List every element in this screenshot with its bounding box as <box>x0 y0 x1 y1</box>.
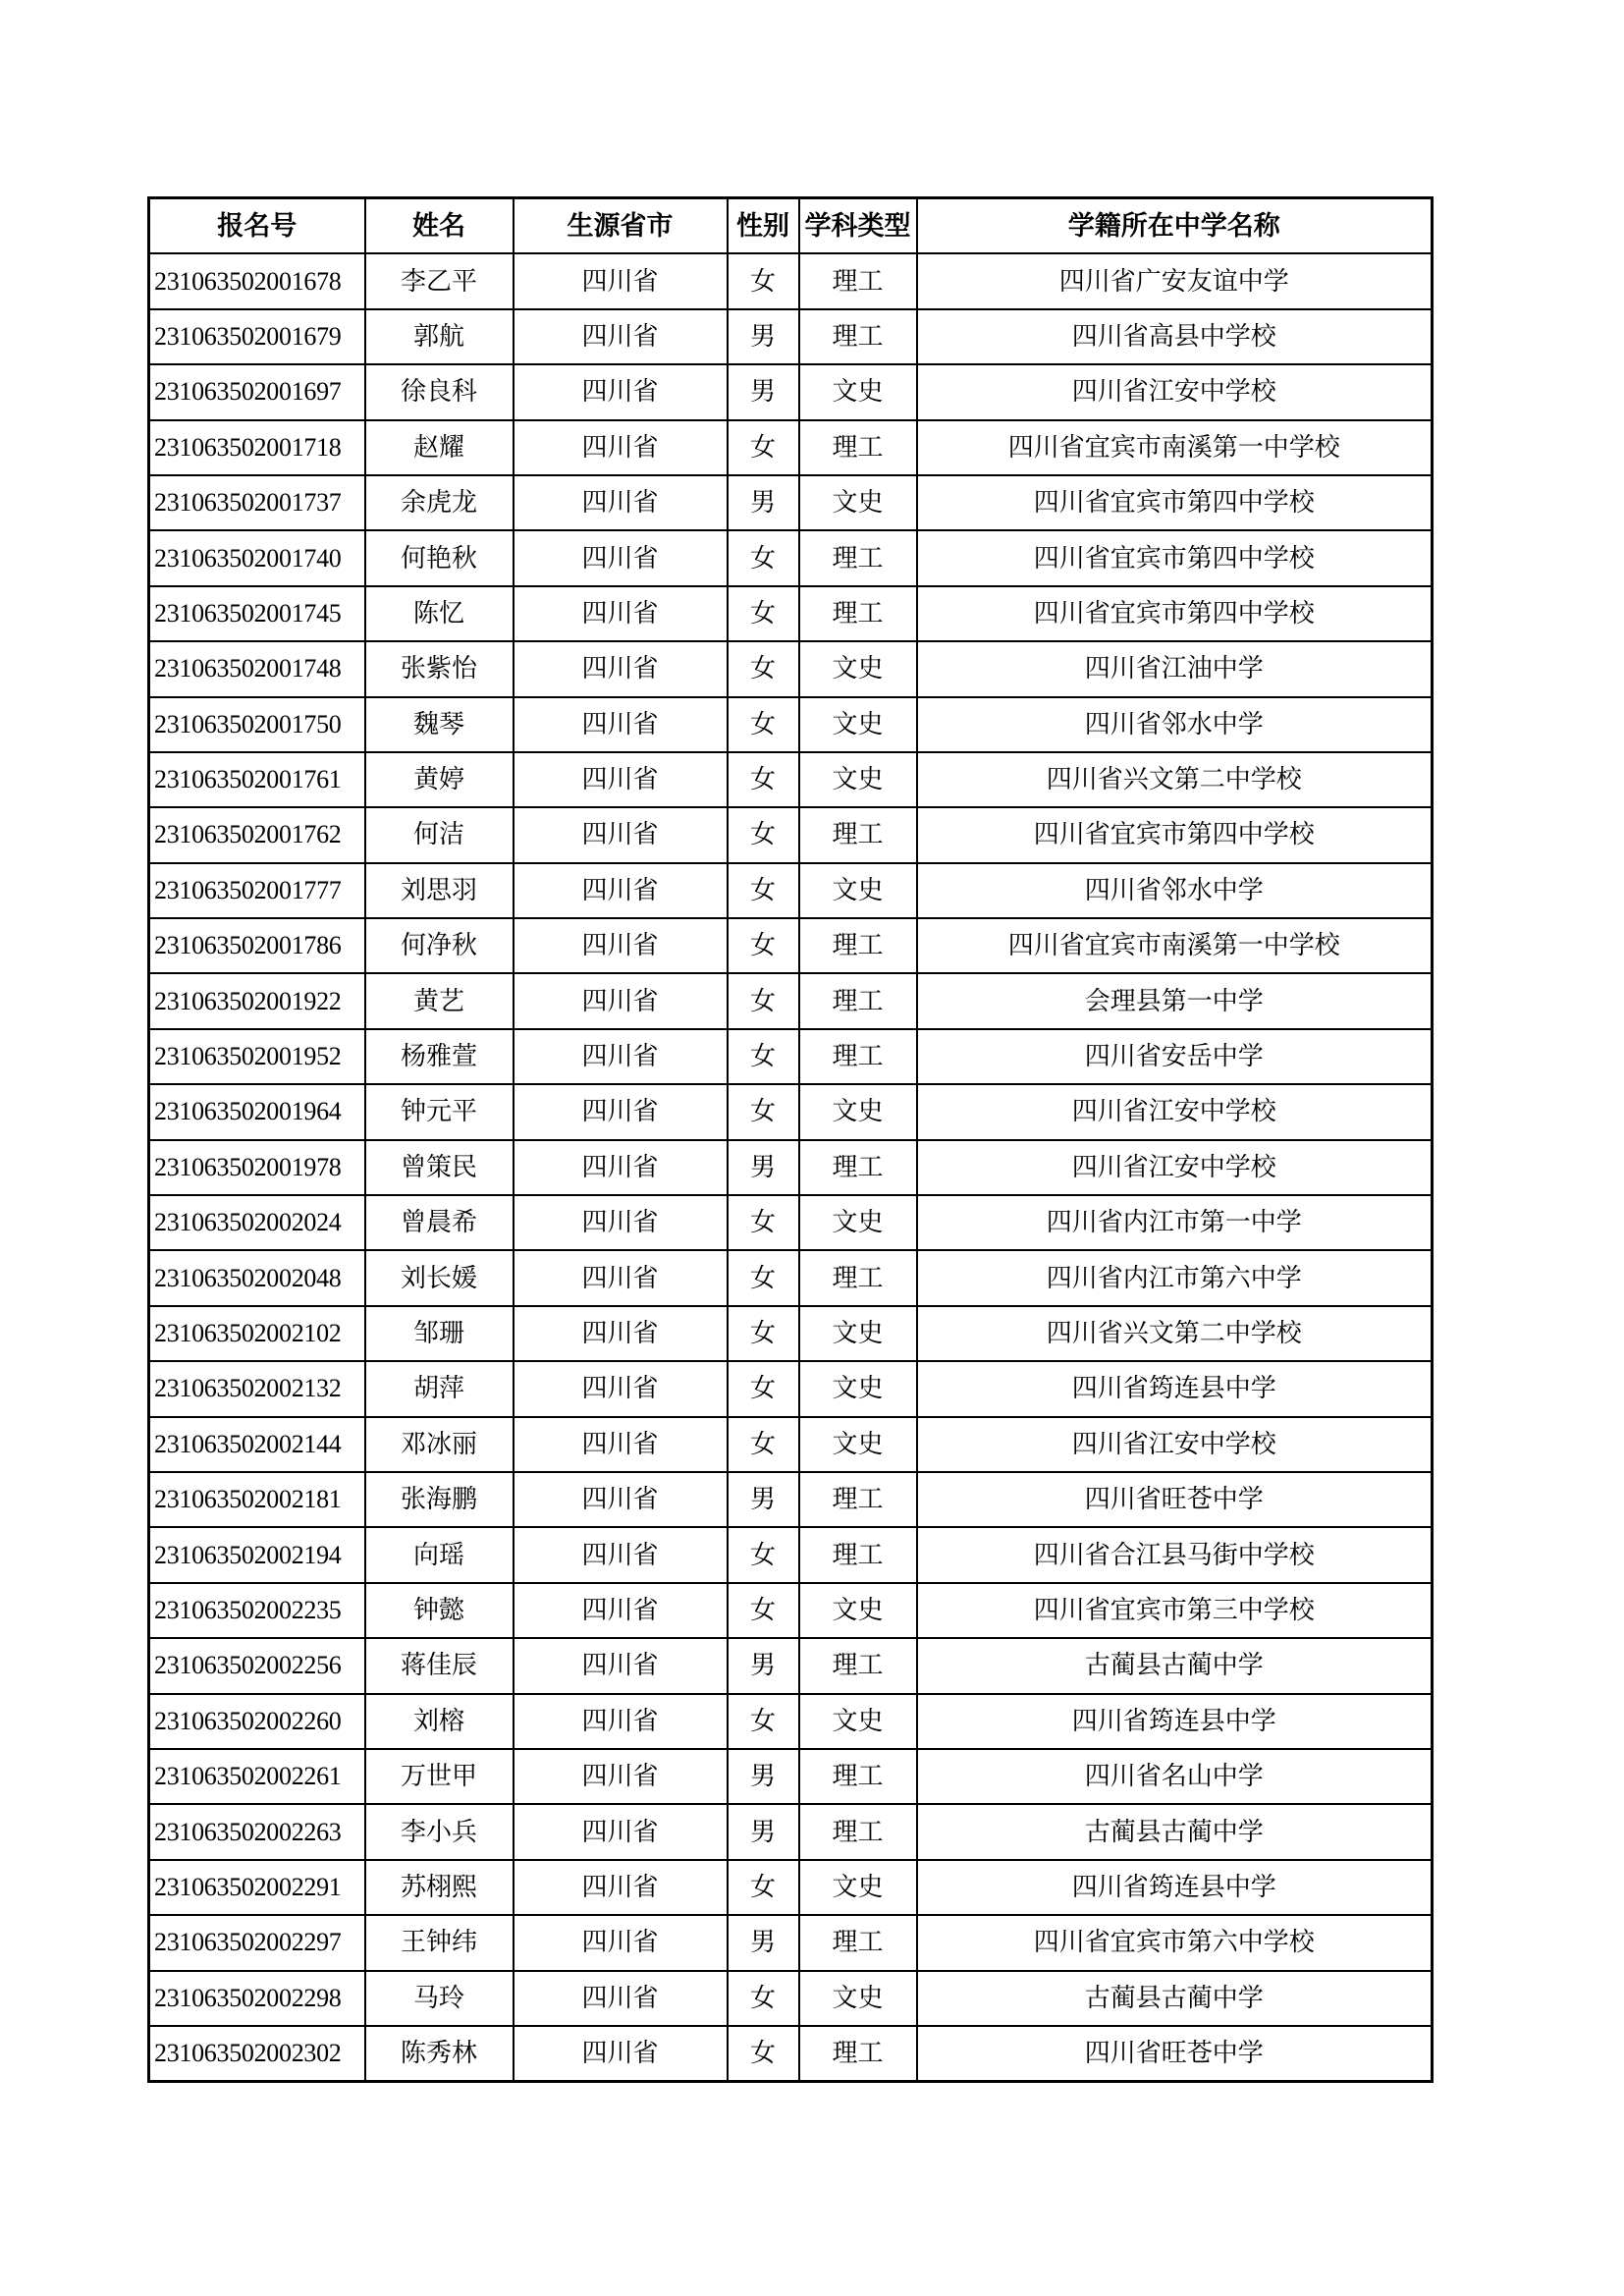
name-cell: 张海鹏 <box>365 1472 514 1527</box>
registration-number-cell: 231063502002235 <box>149 1583 365 1638</box>
subject-type-cell: 理工 <box>799 1029 917 1084</box>
header-row <box>149 198 1433 254</box>
gender-cell: 女 <box>728 1971 799 2026</box>
table-row <box>149 1472 1433 1527</box>
registration-number-cell: 231063502001786 <box>149 918 365 973</box>
table-row <box>149 1694 1433 1749</box>
origin-province-cell: 四川省 <box>514 973 728 1028</box>
table-row <box>149 1306 1433 1361</box>
gender-cell: 女 <box>728 1306 799 1361</box>
origin-province-cell: 四川省 <box>514 1694 728 1749</box>
header-gender: 性别 <box>728 198 799 254</box>
gender-cell: 男 <box>728 1915 799 1970</box>
name-cell: 余虎龙 <box>365 475 514 530</box>
table-row <box>149 1638 1433 1693</box>
gender-cell: 女 <box>728 253 799 308</box>
table-row <box>149 1029 1433 1084</box>
school-name-cell: 四川省筠连县中学 <box>917 1694 1433 1749</box>
table-body <box>149 253 1433 2081</box>
subject-type-cell: 文史 <box>799 1195 917 1250</box>
registration-number-cell: 231063502001697 <box>149 364 365 419</box>
origin-province-cell: 四川省 <box>514 752 728 807</box>
origin-province-cell: 四川省 <box>514 1084 728 1139</box>
table-row <box>149 1250 1433 1305</box>
gender-cell: 女 <box>728 1694 799 1749</box>
subject-type-cell: 文史 <box>799 364 917 419</box>
registration-number-cell: 231063502002181 <box>149 1472 365 1527</box>
origin-province-cell: 四川省 <box>514 2026 728 2082</box>
table-row <box>149 364 1433 419</box>
header-registration-number: 报名号 <box>149 198 365 254</box>
school-name-cell: 四川省宜宾市第四中学校 <box>917 530 1433 585</box>
gender-cell: 男 <box>728 1804 799 1859</box>
school-name-cell: 古蔺县古蔺中学 <box>917 1638 1433 1693</box>
gender-cell: 男 <box>728 475 799 530</box>
registration-number-cell: 231063502001978 <box>149 1140 365 1195</box>
table-row <box>149 1417 1433 1472</box>
origin-province-cell: 四川省 <box>514 420 728 475</box>
subject-type-cell: 文史 <box>799 1860 917 1915</box>
origin-province-cell: 四川省 <box>514 1638 728 1693</box>
table-row <box>149 1583 1433 1638</box>
gender-cell: 女 <box>728 1195 799 1250</box>
registration-number-cell: 231063502002261 <box>149 1749 365 1804</box>
origin-province-cell: 四川省 <box>514 586 728 641</box>
subject-type-cell: 文史 <box>799 475 917 530</box>
origin-province-cell: 四川省 <box>514 1971 728 2026</box>
gender-cell: 女 <box>728 1417 799 1472</box>
header-name: 姓名 <box>365 198 514 254</box>
registration-number-cell: 231063502002263 <box>149 1804 365 1859</box>
origin-province-cell: 四川省 <box>514 475 728 530</box>
gender-cell: 女 <box>728 973 799 1028</box>
table-row <box>149 309 1433 364</box>
subject-type-cell: 理工 <box>799 530 917 585</box>
school-name-cell: 四川省广安友谊中学 <box>917 253 1433 308</box>
school-name-cell: 四川省内江市第一中学 <box>917 1195 1433 1250</box>
registration-number-cell: 231063502002102 <box>149 1306 365 1361</box>
gender-cell: 女 <box>728 1361 799 1416</box>
header-subject-type: 学科类型 <box>799 198 917 254</box>
subject-type-cell: 理工 <box>799 1250 917 1305</box>
name-cell: 苏栩熙 <box>365 1860 514 1915</box>
gender-cell: 男 <box>728 364 799 419</box>
origin-province-cell: 四川省 <box>514 1583 728 1638</box>
subject-type-cell: 理工 <box>799 420 917 475</box>
name-cell: 蒋佳辰 <box>365 1638 514 1693</box>
name-cell: 张紫怡 <box>365 641 514 696</box>
subject-type-cell: 理工 <box>799 586 917 641</box>
school-name-cell: 四川省内江市第六中学 <box>917 1250 1433 1305</box>
name-cell: 王钟纬 <box>365 1915 514 1970</box>
name-cell: 徐良科 <box>365 364 514 419</box>
school-name-cell: 四川省江安中学校 <box>917 1140 1433 1195</box>
subject-type-cell: 文史 <box>799 641 917 696</box>
origin-province-cell: 四川省 <box>514 1250 728 1305</box>
name-cell: 曾策民 <box>365 1140 514 1195</box>
gender-cell: 男 <box>728 1749 799 1804</box>
name-cell: 黄婷 <box>365 752 514 807</box>
table-header <box>149 198 1433 254</box>
school-name-cell: 古蔺县古蔺中学 <box>917 1804 1433 1859</box>
school-name-cell: 四川省兴文第二中学校 <box>917 1306 1433 1361</box>
school-name-cell: 四川省名山中学 <box>917 1749 1433 1804</box>
table-row <box>149 973 1433 1028</box>
name-cell: 李乙平 <box>365 253 514 308</box>
origin-province-cell: 四川省 <box>514 364 728 419</box>
table-row <box>149 1971 1433 2026</box>
document-sheet <box>147 196 1431 2083</box>
gender-cell: 女 <box>728 641 799 696</box>
table-row <box>149 420 1433 475</box>
origin-province-cell: 四川省 <box>514 1804 728 1859</box>
school-name-cell: 四川省宜宾市南溪第一中学校 <box>917 918 1433 973</box>
subject-type-cell: 文史 <box>799 1084 917 1139</box>
registration-number-cell: 231063502001952 <box>149 1029 365 1084</box>
table-row <box>149 1361 1433 1416</box>
subject-type-cell: 理工 <box>799 973 917 1028</box>
registration-number-cell: 231063502001750 <box>149 697 365 752</box>
subject-type-cell: 理工 <box>799 309 917 364</box>
name-cell: 钟懿 <box>365 1583 514 1638</box>
subject-type-cell: 理工 <box>799 2026 917 2082</box>
table-row <box>149 641 1433 696</box>
school-name-cell: 古蔺县古蔺中学 <box>917 1971 1433 2026</box>
gender-cell: 女 <box>728 697 799 752</box>
origin-province-cell: 四川省 <box>514 1915 728 1970</box>
subject-type-cell: 理工 <box>799 807 917 862</box>
school-name-cell: 四川省江油中学 <box>917 641 1433 696</box>
gender-cell: 女 <box>728 530 799 585</box>
header-school-name: 学籍所在中学名称 <box>917 198 1433 254</box>
school-name-cell: 四川省安岳中学 <box>917 1029 1433 1084</box>
school-name-cell: 四川省宜宾市第三中学校 <box>917 1583 1433 1638</box>
subject-type-cell: 文史 <box>799 1694 917 1749</box>
registration-number-cell: 231063502002260 <box>149 1694 365 1749</box>
table-row <box>149 586 1433 641</box>
registration-number-cell: 231063502001740 <box>149 530 365 585</box>
origin-province-cell: 四川省 <box>514 1140 728 1195</box>
origin-province-cell: 四川省 <box>514 1029 728 1084</box>
table-row <box>149 752 1433 807</box>
registration-number-cell: 231063502001762 <box>149 807 365 862</box>
origin-province-cell: 四川省 <box>514 1860 728 1915</box>
table-row <box>149 1804 1433 1859</box>
school-name-cell: 四川省宜宾市南溪第一中学校 <box>917 420 1433 475</box>
school-name-cell: 四川省邻水中学 <box>917 863 1433 918</box>
table-row <box>149 1084 1433 1139</box>
origin-province-cell: 四川省 <box>514 1306 728 1361</box>
origin-province-cell: 四川省 <box>514 530 728 585</box>
school-name-cell: 四川省江安中学校 <box>917 364 1433 419</box>
name-cell: 刘思羽 <box>365 863 514 918</box>
registration-number-cell: 231063502002194 <box>149 1527 365 1582</box>
header-origin-province: 生源省市 <box>514 198 728 254</box>
origin-province-cell: 四川省 <box>514 697 728 752</box>
gender-cell: 女 <box>728 1860 799 1915</box>
origin-province-cell: 四川省 <box>514 1527 728 1582</box>
table-row <box>149 2026 1433 2082</box>
subject-type-cell: 理工 <box>799 1472 917 1527</box>
subject-type-cell: 理工 <box>799 253 917 308</box>
gender-cell: 女 <box>728 1084 799 1139</box>
school-name-cell: 四川省宜宾市第四中学校 <box>917 475 1433 530</box>
origin-province-cell: 四川省 <box>514 309 728 364</box>
registration-number-cell: 231063502002302 <box>149 2026 365 2082</box>
registration-number-cell: 231063502002144 <box>149 1417 365 1472</box>
name-cell: 李小兵 <box>365 1804 514 1859</box>
registration-number-cell: 231063502001922 <box>149 973 365 1028</box>
table-row <box>149 1195 1433 1250</box>
subject-type-cell: 文史 <box>799 1306 917 1361</box>
name-cell: 邓冰丽 <box>365 1417 514 1472</box>
table-row <box>149 253 1433 308</box>
school-name-cell: 四川省江安中学校 <box>917 1417 1433 1472</box>
name-cell: 陈秀林 <box>365 2026 514 2082</box>
subject-type-cell: 文史 <box>799 1417 917 1472</box>
student-table <box>147 196 1434 2083</box>
gender-cell: 女 <box>728 1583 799 1638</box>
name-cell: 杨雅萱 <box>365 1029 514 1084</box>
origin-province-cell: 四川省 <box>514 1472 728 1527</box>
subject-type-cell: 文史 <box>799 1583 917 1638</box>
name-cell: 黄艺 <box>365 973 514 1028</box>
gender-cell: 女 <box>728 1527 799 1582</box>
table-row <box>149 475 1433 530</box>
registration-number-cell: 231063502001777 <box>149 863 365 918</box>
school-name-cell: 四川省邻水中学 <box>917 697 1433 752</box>
subject-type-cell: 文史 <box>799 697 917 752</box>
name-cell: 胡萍 <box>365 1361 514 1416</box>
origin-province-cell: 四川省 <box>514 1417 728 1472</box>
table-row <box>149 1140 1433 1195</box>
subject-type-cell: 理工 <box>799 1140 917 1195</box>
registration-number-cell: 231063502002132 <box>149 1361 365 1416</box>
registration-number-cell: 231063502002298 <box>149 1971 365 2026</box>
origin-province-cell: 四川省 <box>514 1361 728 1416</box>
table-row <box>149 697 1433 752</box>
registration-number-cell: 231063502002291 <box>149 1860 365 1915</box>
gender-cell: 男 <box>728 309 799 364</box>
table-row <box>149 918 1433 973</box>
subject-type-cell: 文史 <box>799 752 917 807</box>
subject-type-cell: 理工 <box>799 1804 917 1859</box>
origin-province-cell: 四川省 <box>514 863 728 918</box>
gender-cell: 女 <box>728 2026 799 2082</box>
gender-cell: 女 <box>728 1029 799 1084</box>
registration-number-cell: 231063502001964 <box>149 1084 365 1139</box>
school-name-cell: 四川省江安中学校 <box>917 1084 1433 1139</box>
table-row <box>149 863 1433 918</box>
registration-number-cell: 231063502001748 <box>149 641 365 696</box>
subject-type-cell: 文史 <box>799 863 917 918</box>
subject-type-cell: 理工 <box>799 918 917 973</box>
name-cell: 刘长媛 <box>365 1250 514 1305</box>
school-name-cell: 四川省宜宾市第四中学校 <box>917 807 1433 862</box>
origin-province-cell: 四川省 <box>514 1749 728 1804</box>
origin-province-cell: 四川省 <box>514 807 728 862</box>
name-cell: 何艳秋 <box>365 530 514 585</box>
name-cell: 刘榕 <box>365 1694 514 1749</box>
gender-cell: 女 <box>728 1250 799 1305</box>
table-row <box>149 1527 1433 1582</box>
registration-number-cell: 231063502002297 <box>149 1915 365 1970</box>
table-row <box>149 1915 1433 1970</box>
gender-cell: 男 <box>728 1638 799 1693</box>
name-cell: 钟元平 <box>365 1084 514 1139</box>
subject-type-cell: 文史 <box>799 1971 917 2026</box>
school-name-cell: 四川省筠连县中学 <box>917 1361 1433 1416</box>
table-row <box>149 1860 1433 1915</box>
registration-number-cell: 231063502002024 <box>149 1195 365 1250</box>
school-name-cell: 四川省宜宾市第四中学校 <box>917 586 1433 641</box>
subject-type-cell: 理工 <box>799 1527 917 1582</box>
school-name-cell: 四川省宜宾市第六中学校 <box>917 1915 1433 1970</box>
school-name-cell: 四川省旺苍中学 <box>917 1472 1433 1527</box>
subject-type-cell: 理工 <box>799 1638 917 1693</box>
name-cell: 魏琴 <box>365 697 514 752</box>
name-cell: 何洁 <box>365 807 514 862</box>
subject-type-cell: 文史 <box>799 1361 917 1416</box>
origin-province-cell: 四川省 <box>514 641 728 696</box>
school-name-cell: 会理县第一中学 <box>917 973 1433 1028</box>
name-cell: 郭航 <box>365 309 514 364</box>
name-cell: 邹珊 <box>365 1306 514 1361</box>
gender-cell: 女 <box>728 863 799 918</box>
gender-cell: 女 <box>728 752 799 807</box>
registration-number-cell: 231063502001745 <box>149 586 365 641</box>
name-cell: 马玲 <box>365 1971 514 2026</box>
gender-cell: 男 <box>728 1140 799 1195</box>
name-cell: 向瑶 <box>365 1527 514 1582</box>
gender-cell: 女 <box>728 807 799 862</box>
school-name-cell: 四川省合江县马街中学校 <box>917 1527 1433 1582</box>
registration-number-cell: 231063502001737 <box>149 475 365 530</box>
registration-number-cell: 231063502001679 <box>149 309 365 364</box>
gender-cell: 女 <box>728 586 799 641</box>
name-cell: 万世甲 <box>365 1749 514 1804</box>
school-name-cell: 四川省高县中学校 <box>917 309 1433 364</box>
origin-province-cell: 四川省 <box>514 1195 728 1250</box>
name-cell: 何净秋 <box>365 918 514 973</box>
registration-number-cell: 231063502001678 <box>149 253 365 308</box>
origin-province-cell: 四川省 <box>514 253 728 308</box>
gender-cell: 男 <box>728 1472 799 1527</box>
school-name-cell: 四川省旺苍中学 <box>917 2026 1433 2082</box>
subject-type-cell: 理工 <box>799 1749 917 1804</box>
subject-type-cell: 理工 <box>799 1915 917 1970</box>
origin-province-cell: 四川省 <box>514 918 728 973</box>
registration-number-cell: 231063502002048 <box>149 1250 365 1305</box>
registration-number-cell: 231063502002256 <box>149 1638 365 1693</box>
table-row <box>149 530 1433 585</box>
school-name-cell: 四川省兴文第二中学校 <box>917 752 1433 807</box>
table-row <box>149 807 1433 862</box>
name-cell: 曾晨希 <box>365 1195 514 1250</box>
name-cell: 陈忆 <box>365 586 514 641</box>
registration-number-cell: 231063502001761 <box>149 752 365 807</box>
name-cell: 赵耀 <box>365 420 514 475</box>
gender-cell: 女 <box>728 918 799 973</box>
gender-cell: 女 <box>728 420 799 475</box>
table-row <box>149 1749 1433 1804</box>
registration-number-cell: 231063502001718 <box>149 420 365 475</box>
school-name-cell: 四川省筠连县中学 <box>917 1860 1433 1915</box>
